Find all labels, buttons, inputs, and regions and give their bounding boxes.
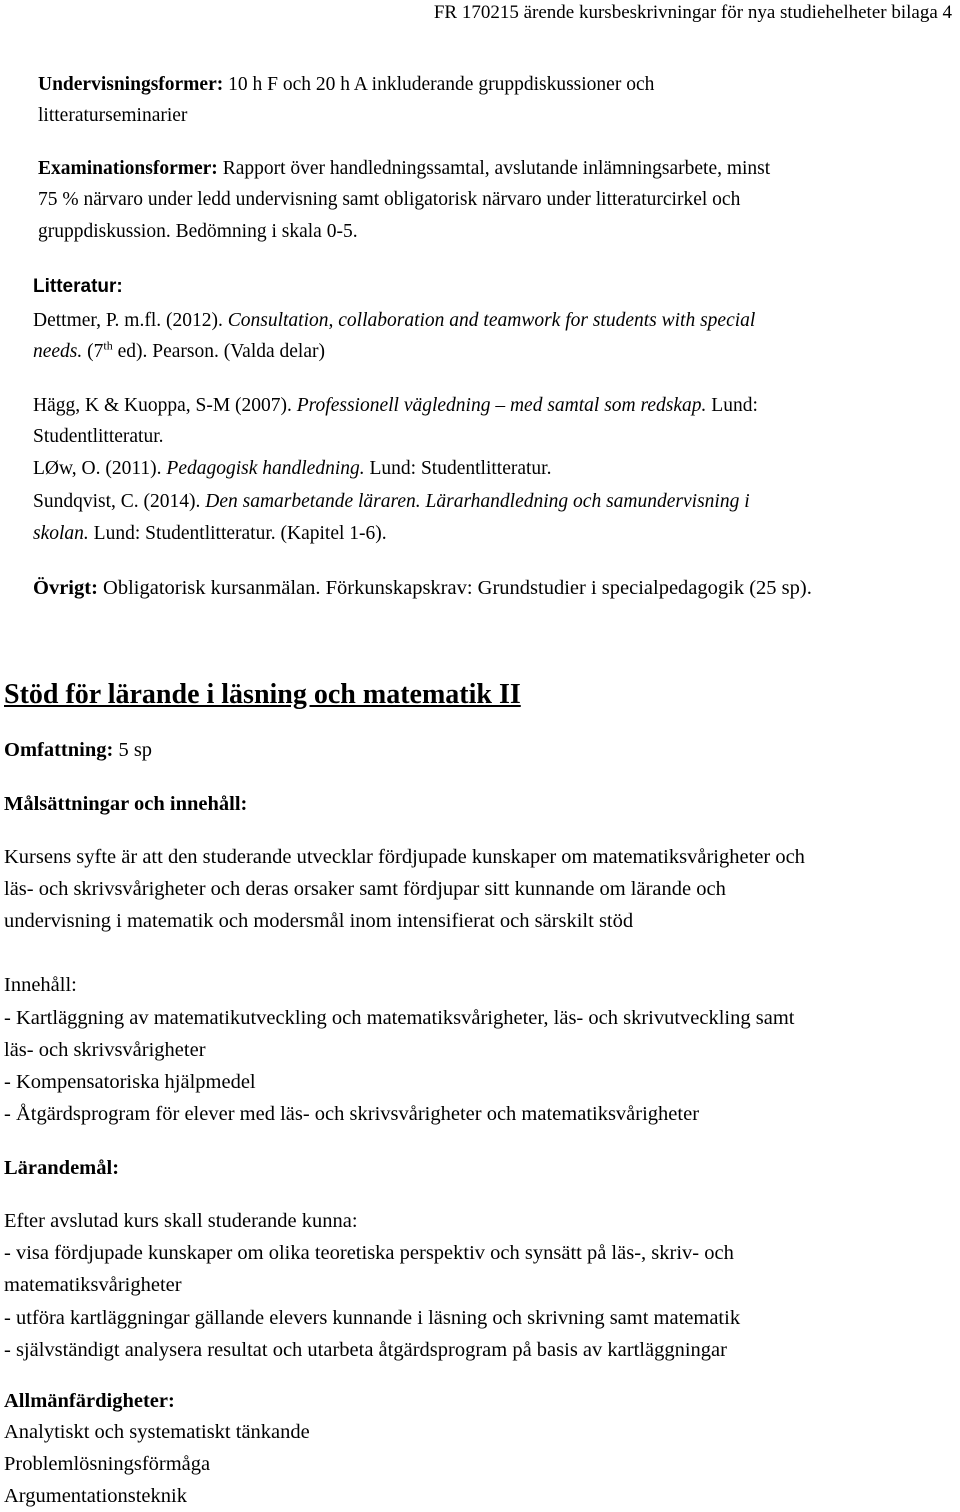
innehall-label: Innehåll: xyxy=(4,974,77,996)
larandemal-label: Lärandemål: xyxy=(4,1157,120,1179)
ref-title: Consultation, collaboration and teamwork for students with special xyxy=(227,310,756,331)
ref-rest: Lund: Studentlitteratur. (Kapitel 1-6). xyxy=(88,523,387,544)
larandemal-item: - visa fördjupade kunskaper om olika teoretiska perspektiv och synsätt på läs-, skriv- och xyxy=(4,1242,734,1264)
allman-label: Allmänfärdigheter: xyxy=(4,1390,175,1412)
ref-low xyxy=(33,457,551,481)
exam-text: Rapport över handledningssamtal, avslutande inlämningsarbete, minst xyxy=(217,158,771,179)
ref-hagg-line-2: Studentlitteratur. xyxy=(33,426,164,447)
undervisning-line-2: litteraturseminarier xyxy=(38,105,188,126)
ref-sundqvist-line-1 xyxy=(33,490,750,514)
innehall-item: läs- och skrivsvårigheter xyxy=(4,1039,206,1061)
exam-line-1 xyxy=(38,157,770,181)
undervisning-label: Undervisningsformer: xyxy=(38,74,224,95)
innehall-item: - Kompensatoriska hjälpmedel xyxy=(4,1071,256,1093)
ref-rest: Lund: xyxy=(706,395,758,416)
larandemal-item: matematiksvårigheter xyxy=(4,1274,182,1296)
ovrigt-line xyxy=(33,576,812,600)
page-header: FR 170215 ärende kursbeskrivningar för nya studiehelheter bilaga 4 xyxy=(433,2,952,23)
allman-item: Problemlösningsförmåga xyxy=(4,1453,211,1475)
ref-edition-sup: th xyxy=(103,338,113,353)
allman-item: Argumentationsteknik xyxy=(4,1485,187,1507)
ref-hagg-line-1 xyxy=(33,394,758,418)
ref-author: Sundqvist, C. (2014). xyxy=(33,491,206,512)
larandemal-item: Efter avslutad kurs skall studerande kunna: xyxy=(4,1210,358,1232)
exam-line-3: gruppdiskussion. Bedömning i skala 0-5. xyxy=(38,221,358,242)
ref-author: Hägg, K & Kuoppa, S-M (2007). xyxy=(33,395,297,416)
ref-edition: (7 xyxy=(82,341,104,362)
ref-sundqvist-line-2 xyxy=(33,522,387,546)
litteratur-label: Litteratur: xyxy=(33,276,123,297)
undervisning-text: 10 h F och 20 h A inkluderande gruppdiskussioner och xyxy=(223,74,655,95)
syfte-line-3: undervisning i matematik och modersmål inom intensifierat och särskilt stöd xyxy=(4,910,634,932)
innehall-item: - Åtgärdsprogram för elever med läs- och skrivsvårigheter och matematiksvårigheter xyxy=(4,1103,700,1125)
exam-line-2: 75 % närvaro under ledd undervisning samt obligatorisk närvaro under litteraturcirkel och xyxy=(38,189,741,210)
ref-title: Pedagogisk handledning. xyxy=(166,458,365,479)
omfattning-label: Omfattning: xyxy=(4,739,114,761)
ref-title: Den samarbetande läraren. Lärarhandledning och samundervisning i xyxy=(205,491,750,512)
allman-item: Analytiskt och systematiskt tänkande xyxy=(4,1421,310,1443)
ref-dettmer-line-2 xyxy=(33,340,325,364)
innehall-item: - Kartläggning av matematikutveckling och matematiksvårigheter, läs- och skrivutveckling samt xyxy=(4,1007,795,1029)
ref-author: LØw, O. (2011). xyxy=(33,458,167,479)
larandemal-item: - utföra kartläggningar gällande elevers kunnande i läsning och skrivning samt matematik xyxy=(4,1307,741,1329)
ref-title: skolan. xyxy=(33,523,89,544)
exam-label: Examinationsformer: xyxy=(38,158,218,179)
ref-dettmer-line-1 xyxy=(33,309,755,333)
larandemal-item: - självständigt analysera resultat och utarbeta åtgärdsprogram på basis av kartläggningar xyxy=(4,1339,727,1361)
undervisning-line-1 xyxy=(38,73,654,97)
omfattning-line xyxy=(4,738,152,762)
syfte-line-2: läs- och skrivsvårigheter och deras orsaker samt fördjupar sitt kunnande om lärande och xyxy=(4,878,726,900)
ovrigt-label: Övrigt: xyxy=(33,577,98,599)
ref-title: needs. xyxy=(33,341,83,362)
ovrigt-text: Obligatorisk kursanmälan. Förkunskapskrav: Grundstudier i specialpedagogik (25 sp). xyxy=(97,577,812,599)
ref-title: Professionell vägledning – med samtal som redskap. xyxy=(296,395,707,416)
malsattning-label: Målsättningar och innehåll: xyxy=(4,793,248,815)
omfattning-text: 5 sp xyxy=(113,739,153,761)
ref-rest: Lund: Studentlitteratur. xyxy=(364,458,552,479)
ref-rest: ed). Pearson. (Valda delar) xyxy=(112,341,325,362)
course-title: Stöd för lärande i läsning och matematik II xyxy=(4,679,521,710)
syfte-line-1: Kursens syfte är att den studerande utvecklar fördjupade kunskaper om matematiksvårigheter och xyxy=(4,846,805,868)
ref-author: Dettmer, P. m.fl. (2012). xyxy=(33,310,228,331)
